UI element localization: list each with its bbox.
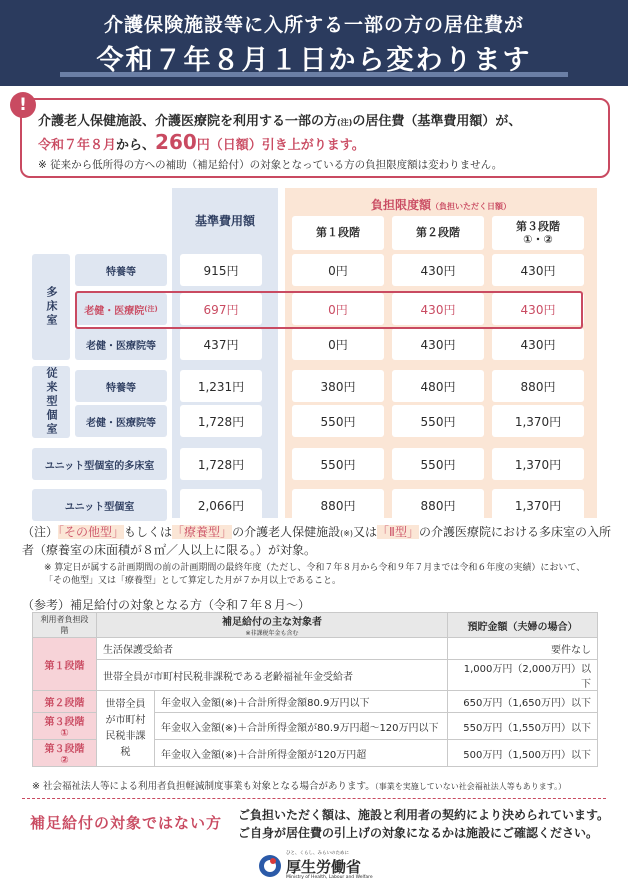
notice-line1-note: (注)	[337, 118, 353, 127]
reference-table	[32, 612, 598, 767]
cell-stage1: 0円	[292, 254, 384, 286]
cell-stage2: 480円	[392, 370, 484, 402]
cell-stage1: 380円	[292, 370, 384, 402]
cell-stage3: 1,370円	[492, 405, 584, 437]
cell-stage2: 430円	[392, 328, 484, 360]
cell-stage2: 430円	[392, 293, 484, 325]
mhlw-logo-icon	[258, 854, 282, 878]
notice-date: 令和７年８月	[38, 138, 117, 153]
notice-line2	[38, 130, 365, 154]
ref-s3a-amt: 550万円（1,550万円）以下	[448, 713, 598, 740]
highlight-frame	[75, 291, 583, 329]
ref-s2-amt: 650万円（1,650万円）以下	[448, 691, 598, 713]
note-t4: の介護医療院における多床室の入所者（療養室の床面積が８㎡／人以上に限る。）が対象。	[22, 525, 611, 557]
ref-s3b-amt: 500万円（1,500万円）以下	[448, 740, 598, 767]
ref-h-stage: 利用者負担段階	[33, 613, 97, 638]
note-prefix: （注）	[22, 525, 59, 539]
notice-line1-b: の居住費（基準費用額）が、	[352, 114, 522, 129]
ref-s1-r1-amt: 要件なし	[448, 638, 598, 660]
note-t1: もしくは	[124, 525, 173, 539]
note-t2: の介護老人保健施設	[232, 525, 341, 539]
footer-right-text	[238, 806, 609, 842]
cell-stage2: 550円	[392, 448, 484, 480]
footer-right-line1: ご負担いただく額は、施設と利用者の契約により決められています。	[238, 808, 610, 822]
cell-kihon: 2,066円	[180, 489, 262, 521]
reference-header-row	[33, 613, 598, 638]
ref-h-target-sub: ※非課税年金も含む	[245, 630, 299, 637]
row-label-text: 特養等	[106, 382, 136, 394]
reference-row	[33, 660, 598, 691]
footer-divider	[22, 798, 606, 799]
exclamation-icon: !	[10, 92, 36, 118]
cell-stage2: 430円	[392, 254, 484, 286]
note-t2n: (※)	[340, 529, 354, 538]
reference-title: （参考）補足給付の対象となる方（令和７年８月～）	[22, 598, 311, 612]
ref-h-target-label: 補足給付の主な対象者	[222, 617, 322, 628]
cell-stage1: 550円	[292, 448, 384, 480]
futan-header	[285, 196, 597, 213]
ref-s3a-txt: 年金収入金額(※)＋合計所得金額が80.9万円超～120万円以下	[155, 713, 448, 740]
ref-s1-r2: 世帯全員が市町村民税非課税である老齢福祉年金受給者	[97, 660, 448, 691]
row-label	[75, 370, 167, 402]
row-label-text: 老健・医療院等	[86, 340, 156, 352]
ref-stage-2: 第２段階	[33, 691, 97, 713]
row-label	[75, 254, 167, 286]
cell-stage1: 0円	[292, 328, 384, 360]
footer-left-label: 補足給付の対象ではない方	[30, 814, 223, 832]
ref-s1-r1: 生活保護受給者	[97, 638, 448, 660]
row-label-text: 老健・医療院	[84, 305, 145, 317]
ref-s2-txt: 年金収入金額(※)＋合計所得金額80.9万円以下	[155, 691, 448, 713]
cell-kihon: 1,728円	[180, 405, 262, 437]
group-jurai-label: 従来型個室	[45, 367, 58, 437]
ref-stage-3a: 第３段階 ①	[33, 713, 97, 740]
cell-stage3: 430円	[492, 293, 584, 325]
notice-line1	[38, 110, 521, 129]
cell-kihon: 1,231円	[180, 370, 262, 402]
mhlw-logo	[258, 850, 382, 882]
note-q1: 「その他型」	[58, 525, 125, 539]
cell-kihon: 697円	[180, 293, 262, 325]
note-sub2: 「その他型」又は「療養型」として算定した月が７か月以上であること。	[44, 576, 342, 586]
notice-amount: 260	[155, 130, 197, 154]
cell-stage3: 1,370円	[492, 448, 584, 480]
notice-box	[20, 98, 610, 178]
row-label	[32, 448, 167, 480]
notice-unit: 円（日額）引き上がります。	[196, 138, 365, 153]
note-q2: 「療養型」	[172, 525, 233, 539]
row-label	[75, 405, 167, 437]
note-t3: 又は	[353, 525, 378, 539]
logo-name: 厚生労働省	[286, 858, 362, 876]
note-sub	[44, 562, 614, 588]
header-line1: 介護保険施設等に入所する一部の方の居住費が	[103, 14, 524, 36]
futan-header-label: 負担限度額	[370, 198, 431, 212]
cell-stage1: 550円	[292, 405, 384, 437]
kihon-header: 基準費用額	[194, 214, 255, 228]
cell-stage2: 880円	[392, 489, 484, 521]
stage-header-2: 第２段階	[392, 216, 484, 250]
ref-stage-1: 第１段階	[33, 638, 97, 691]
row-label-text: 特養等	[106, 266, 136, 278]
futan-header-sub: （負担いただく日額）	[431, 202, 511, 211]
stage-header-3: 第３段階 ①・②	[492, 216, 584, 250]
ref-stage-3b: 第３段階 ②	[33, 740, 97, 767]
row-label-text: 老健・医療院等	[86, 417, 156, 429]
cell-stage1: 0円	[292, 293, 384, 325]
cell-kihon: 1,728円	[180, 448, 262, 480]
ref-h-target	[97, 613, 448, 638]
row-label-text: ユニット型個室	[64, 501, 135, 513]
logo-en: Ministry of Health, Labour and Welfare	[286, 875, 373, 880]
cell-stage3: 430円	[492, 254, 584, 286]
logo-tagline: ひと、くらし、みらいのために	[286, 851, 349, 856]
notice-line3: ※ 従来から低所得の方への補助（補足給付）の対象となっている方の負担限度額は変わりません。	[38, 159, 503, 171]
row-label	[32, 489, 167, 521]
group-jurai	[32, 366, 70, 438]
cell-stage3: 880円	[492, 370, 584, 402]
group-tashoshitsu	[32, 254, 70, 360]
reference-note-small: （事業を実施していない社会福祉法人等もあります。）	[374, 782, 567, 791]
note-sub1: ※ 算定日が属する計画期間の前の計画期間の最終年度（ただし、令和７年８月から令和９年７月までは令和６年度の実績）において、	[44, 563, 586, 573]
notice-line2-a: から、	[116, 138, 156, 153]
group-tashoshitsu-label: 多床室	[45, 286, 58, 328]
row-label-text: ユニット型個室的多床室	[44, 460, 155, 472]
note-q3: 「Ⅱ型」	[377, 525, 419, 539]
cell-stage3: 1,370円	[492, 489, 584, 521]
row-label	[75, 328, 167, 360]
ref-s1-r2-amt: 1,000万円（2,000万円）以下	[448, 660, 598, 691]
header-banner	[0, 0, 628, 86]
header-line2: 令和７年８月１日から変わります	[96, 45, 532, 76]
cell-stage3: 430円	[492, 328, 584, 360]
reference-row	[33, 638, 598, 660]
stage-header-1: 第１段階	[292, 216, 384, 250]
cell-kihon: 915円	[180, 254, 262, 286]
reference-row	[33, 691, 598, 713]
note-main	[22, 524, 612, 559]
cell-stage1: 880円	[292, 489, 384, 521]
ref-s3b-txt: 年金収入金額(※)＋合計所得金額が120万円超	[155, 740, 448, 767]
cell-kihon: 437円	[180, 328, 262, 360]
notice-line1-a: 介護老人保健施設、介護医療院を利用する一部の方	[38, 114, 338, 129]
footer-right-line2: ご自身が居住費の引上げの対象になるかは施設にご確認ください。	[238, 826, 599, 840]
ref-h-savings: 預貯金額（夫婦の場合）	[448, 613, 598, 638]
reference-note	[32, 778, 612, 792]
reference-note-main: ※ 社会福祉法人等による利用者負担軽減制度事業も対象となる場合があります。	[32, 781, 375, 792]
cell-stage2: 550円	[392, 405, 484, 437]
row-label-note: (注)	[144, 305, 158, 313]
ref-mid: 世帯全員が市町村民税非課税	[97, 691, 155, 767]
